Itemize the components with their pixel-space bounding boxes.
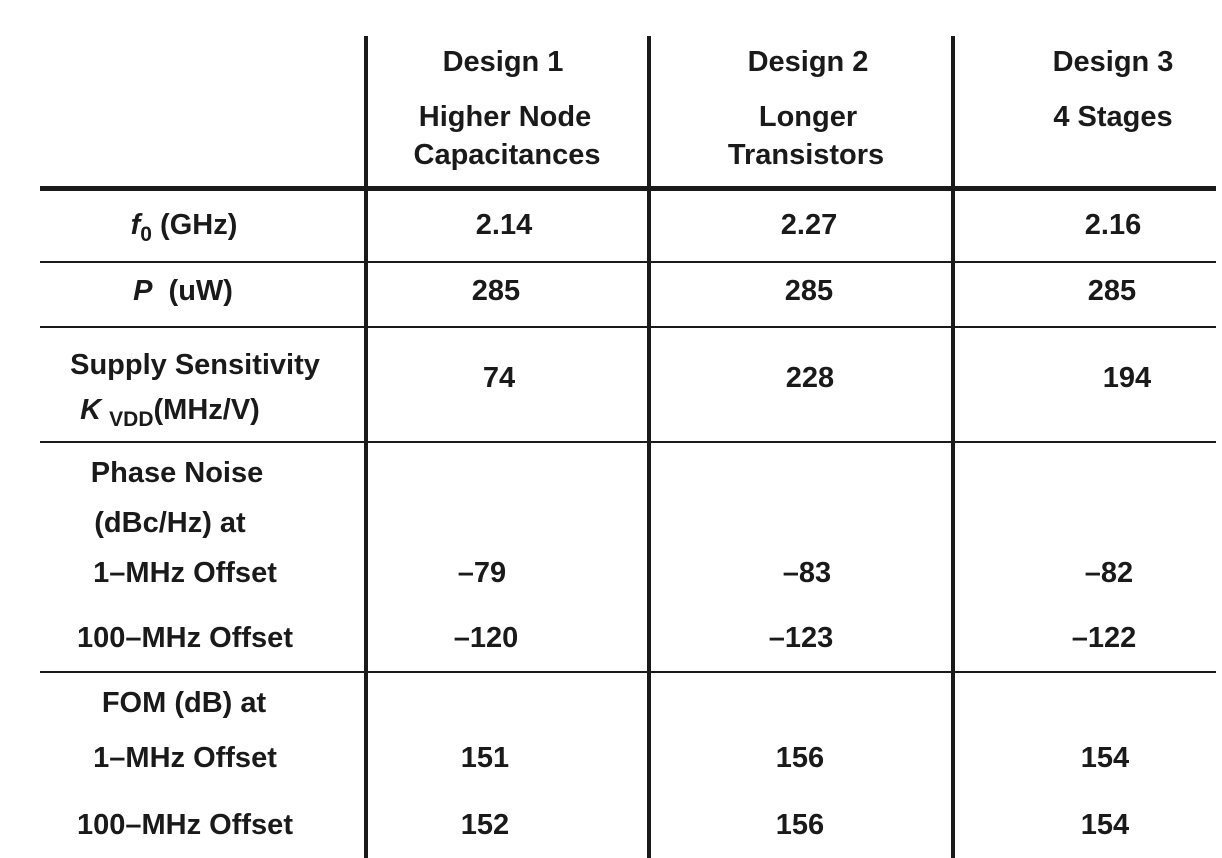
row-divider — [40, 671, 1216, 673]
row-label-supply: Supply Sensitivity — [70, 349, 320, 381]
cell: 156 — [775, 742, 825, 774]
column-subheader: Transistors — [727, 139, 885, 171]
cell: 285 — [1087, 275, 1137, 307]
column-divider — [647, 36, 651, 858]
cell: 154 — [1080, 809, 1130, 841]
column-header-design-2: Design 2 — [747, 46, 869, 78]
row-label-offset: 1–MHz Offset — [93, 557, 277, 589]
cell: –83 — [782, 557, 832, 589]
cell: 151 — [460, 742, 510, 774]
row-divider — [40, 441, 1216, 443]
row-label-unit: (dBc/Hz) at — [94, 507, 246, 539]
row-label-phase-noise: Phase Noise — [90, 457, 264, 489]
column-divider — [951, 36, 955, 858]
cell: –79 — [457, 557, 507, 589]
column-subheader: Longer — [758, 101, 858, 133]
cell: –123 — [768, 622, 834, 654]
column-divider — [364, 36, 368, 858]
cell: 285 — [471, 275, 521, 307]
symbol: P — [133, 275, 153, 307]
cell: 2.16 — [1084, 209, 1142, 241]
column-subheader: Higher Node — [418, 101, 592, 133]
row-divider — [40, 326, 1216, 328]
cell: 156 — [775, 809, 825, 841]
cell: 228 — [785, 362, 835, 394]
cell: 74 — [482, 362, 516, 394]
symbol: K — [80, 394, 102, 426]
cell: 2.27 — [780, 209, 838, 241]
cell: –122 — [1071, 622, 1137, 654]
unit: (GHz) — [160, 209, 238, 241]
row-label-offset: 100–MHz Offset — [77, 622, 293, 654]
symbol: f — [130, 209, 141, 241]
cell: –82 — [1084, 557, 1134, 589]
cell: 154 — [1080, 742, 1130, 774]
cell: 194 — [1102, 362, 1152, 394]
subscript: VDD — [109, 408, 154, 431]
unit: (uW) — [168, 275, 233, 307]
row-label-f0 — [130, 208, 238, 246]
unit: (MHz/V) — [153, 394, 260, 426]
row-divider — [40, 261, 1216, 263]
column-subheader: 4 Stages — [1053, 101, 1173, 133]
cell: 152 — [460, 809, 510, 841]
header-rule — [40, 186, 1216, 191]
row-label-power — [133, 274, 233, 308]
cell: 285 — [784, 275, 834, 307]
row-label-offset: 100–MHz Offset — [77, 809, 293, 841]
column-subheader: Capacitances — [413, 139, 601, 171]
subscript: 0 — [140, 223, 152, 246]
cell: –120 — [453, 622, 519, 654]
row-label-offset: 1–MHz Offset — [93, 742, 277, 774]
row-label-kvdd — [80, 393, 260, 431]
column-header-design-1: Design 1 — [442, 46, 564, 78]
row-label-fom: FOM (dB) at — [101, 687, 267, 719]
cell: 2.14 — [475, 209, 533, 241]
column-header-design-3: Design 3 — [1052, 46, 1174, 78]
